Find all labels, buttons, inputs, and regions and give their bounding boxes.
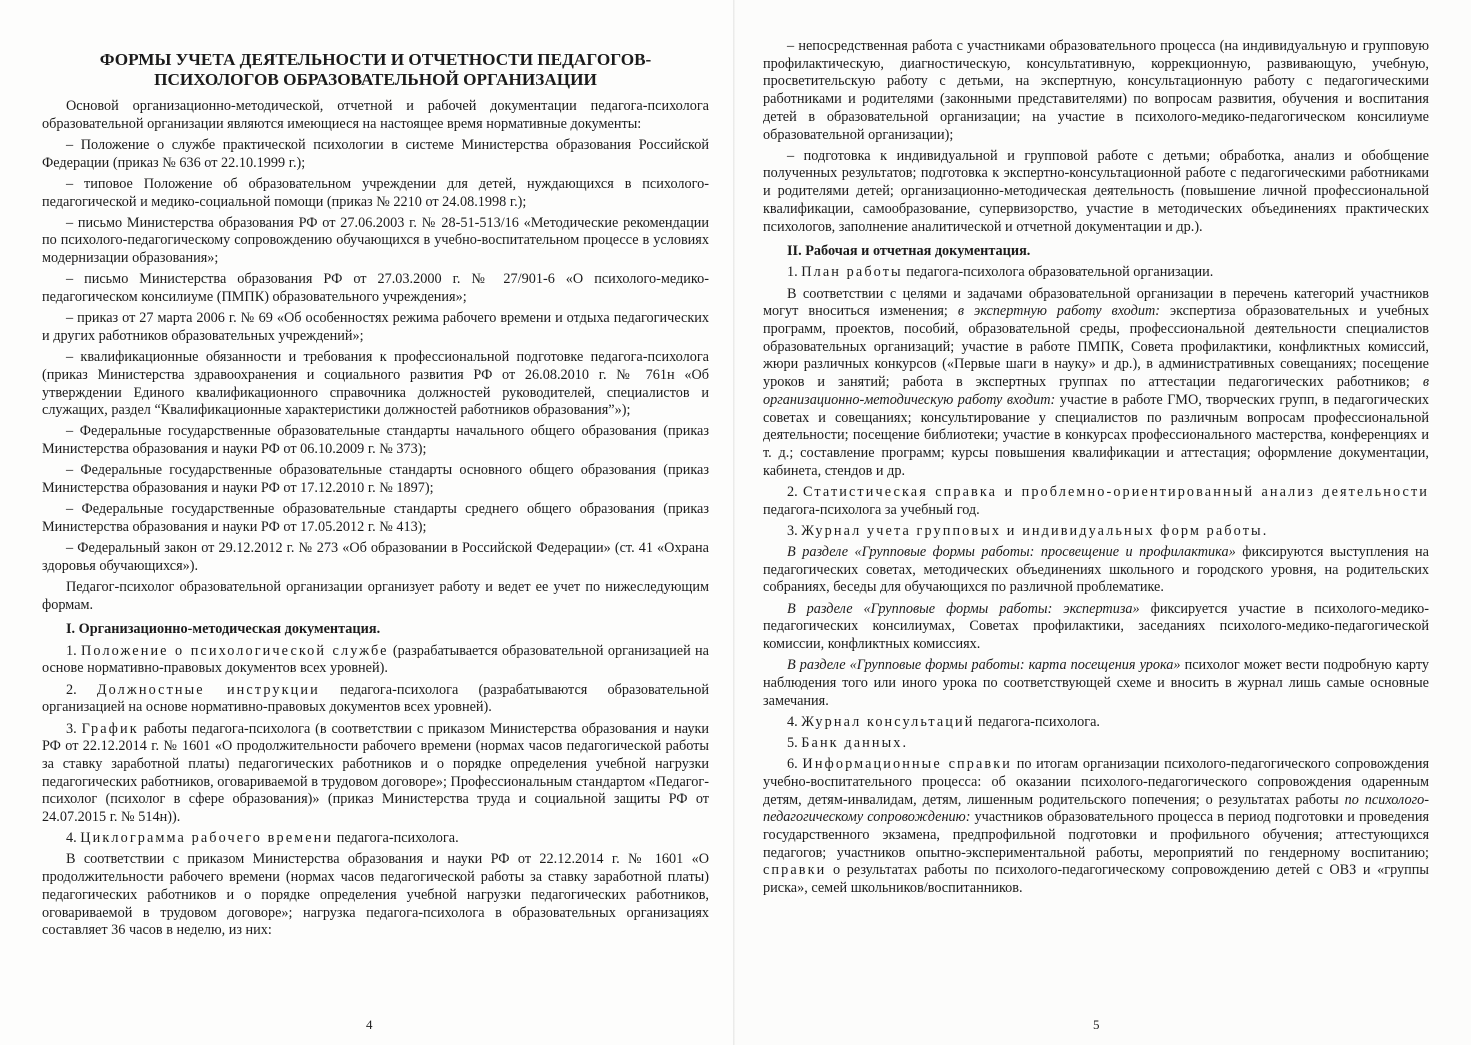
stat-item: 2. Статистическая справка и проблемно-ориентированный анализ деятельности педагога-психолога за учебный год. bbox=[763, 483, 1430, 518]
consult-item: 4. Журнал консультаций педагога-психолога. bbox=[787, 713, 1100, 730]
method-work-label: в организационно-методическую работу входит: bbox=[763, 374, 1429, 408]
page-number-right: 5 bbox=[1093, 1017, 1100, 1032]
section-1-item: 4. Циклограмма рабочего времени педагога-психолога. bbox=[66, 830, 459, 847]
document-item: – Федеральный закон от 29.12.2012 г. № 273 «Об образовании в Российской Федерации» (ст. 41 «Охрана здоровья обучающихся»). bbox=[42, 540, 709, 574]
intro-paragraph: Основой организационно-методической, отчетной и рабочей документации педагога-психолога образовательной организации являются имеющиеся на настоящее время нормативные документы: bbox=[42, 98, 709, 132]
item-term: Должностные инструкции bbox=[96, 681, 320, 698]
document-item: – письмо Министерства образования РФ от 27.06.2003 г. № 28-51-513/16 «Методические рекомендации по психолого-педагогическому сопровождению обучающихся в учебно-воспитательном процессе в условиях модернизации образования»; bbox=[42, 214, 709, 267]
section-1-item: 2. Должностные инструкции педагога-психолога (разрабатываются образовательной организацией на основе нормативно-правовых документов всех уровней). bbox=[42, 681, 710, 716]
journal-section: В разделе «Групповые формы работы: карта посещения урока» психолог может вести подробную карту наблюдения того или иного урока по соответствующей схеме и вносить в журнал лишь самые основные замечания. bbox=[763, 657, 1429, 709]
section-2-heading: II. Рабочая и отчетная документация. bbox=[787, 243, 1031, 260]
right-page bbox=[735, 0, 1471, 1045]
document-item: – Федеральные государственные образовательные стандарты основного общего образования (приказ Министерства образования и науки РФ от 17.12.2010 г. № 1897); bbox=[42, 462, 709, 497]
document-item: – Положение о службе практической психологии в системе Министерства образования Российской Федерации (приказ № 636 от 22.10.1999 г.); bbox=[42, 136, 709, 171]
page-number-left: 4 bbox=[366, 1017, 373, 1032]
document-item: – квалификационные обязанности и требования к профессиональной подготовке педагога-психолога (приказ Министерства здравоохранения и социального развития РФ от 26.08.2010 г. № 761н «Об утверждении Единого квалификационного справочника должностей руководителей, специалистов и служащих, раздел “Квалификационные характеристики должностей работников образования”»); bbox=[42, 349, 709, 419]
closing-paragraph: Педагог-психолог образовательной организации организует работу и ведет ее учет по нижеследующим формам. bbox=[42, 579, 709, 613]
journal-section: В разделе «Групповые формы работы: просвещение и профилактика» фиксируются выступления на педагогических советах, методических объединениях школьного и городского уровня, на родительских собраниях, беседы для обучающихся по различной проблематике. bbox=[763, 543, 1429, 596]
section-1-item: 1. Положение о психологической службе (разрабатывается образовательной организацией на основе нормативно-правовых документов всех уровней). bbox=[42, 642, 709, 677]
plan-paragraph: В соответствии с целями и задачами образовательной организации в перечень категорий участников могут вноситься изменения; в экспертную работу входит: экспертиза образовательных и учебных программ, проектов, пособий, образовательной среды, профессиональной деятельности специалистов образовательных организаций; участие в работе ПМПК, Совета профилактики, конфликтных комиссий, жюри различных конкурсов («Первые шаги в науку» и др.), в административных совещаниях; посещение уроков и занятий; работа в экспертных группах по аттестации педагогических работников; в организационно-методическую работу входит: участие в работе ГМО, творческих групп, в педагогических советах и совещаниях; консультирование у специалистов по различным вопросам профессиональной деятельности; посещение библиотеки; участие в конкурсах профессионального мастерства, конференциях и т. д.; составление программ; курсы повышения квалификации и аттестация; оформление документации, кабинета, стендов и др. bbox=[763, 285, 1429, 479]
item-term: Банк данных. bbox=[801, 735, 909, 752]
item-term: Информационные справки bbox=[802, 756, 1012, 773]
left-page bbox=[0, 0, 735, 1045]
document-item: – типовое Положение об образовательном учреждении для детей, нуждающихся в психолого-педагогической и медико-социальной помощи (приказ № 2210 от 24.08.1998 г.); bbox=[42, 175, 709, 210]
item-term: справки bbox=[763, 862, 827, 879]
section-1-item: 3. График работы педагога-психолога (в соответствии с приказом Министерства образования и науки РФ от 22.12.2014 г. № 1601 «О продолжительности рабочего времени (нормах часов педагогической работы за ставку заработной платы) педагогических работников и о порядке определения учебной нагрузки педагогических работников, оговариваемой в трудовом договоре»; Профессиональным стандартом «Педагог-психолог (психолог в сфере образования)» (приказ Министерства труда и социальной защиты РФ от 24.07.2015 г. № 514н)). bbox=[42, 720, 710, 826]
document-item: – Федеральные государственные образовательные стандарты начального общего образования (приказ Министерства образования и науки РФ от 06.10.2009 г. № 373); bbox=[42, 423, 709, 458]
document-title: ФОРМЫ УЧЕТА ДЕЯТЕЛЬНОСТИ И ОТЧЕТНОСТИ ПЕДАГОГОВ-ПСИХОЛОГОВ ОБРАЗОВАТЕЛЬНОЙ ОРГАНИЗАЦИИ bbox=[99, 50, 652, 89]
expert-work-label: в экспертную работу входит: bbox=[957, 303, 1160, 320]
section-1-heading: I. Организационно-методическая документация. bbox=[66, 621, 381, 638]
document-item: – Федеральные государственные образовательные стандарты среднего общего образования (приказ Министерства образования и науки РФ от 17.05.2012 г. № 413); bbox=[42, 501, 709, 535]
continuation-paragraph: – подготовка к индивидуальной и групповой работе с детьми; обработка, анализ и обобщение полученных результатов; подготовка к экспертно-консультационной работе с педагогическими работниками и родителями детей; организационно-методическая деятельность (повышение личной профессиональной квалификации, самообразование, супервизорство, участие в методических объединениях практических психологов, заполнение аналитической и отчетной документации и др.). bbox=[763, 147, 1429, 235]
continuation-paragraph: – непосредственная работа с участниками образовательного процесса (на индивидуальную и групповую профилактическую, диагностическую, консультативную, коррекционную, развивающую, учебную, просветительскую работу с детьми, на экспертную, консультационную работу с педагогическими работниками и родителями (законными представителями) по вопросам развития, обучения и воспитания детей в образовательной организации; на участие в психолого-медико-педагогическом консилиуме образовательной организации); bbox=[763, 38, 1429, 143]
plan-item: 1. План работы педагога-психолога образовательной организации. bbox=[787, 264, 1214, 281]
item-term: Журнал консультаций bbox=[801, 713, 975, 730]
journal-section: В разделе «Групповые формы работы: экспертиза» фиксируется участие в психолого-медико-педагогических консилиумах, Советах профилактики, заседаниях психолого-медико-педагогической комиссии, конфликтных комиссиях. bbox=[763, 600, 1430, 652]
journal-item: 3. Журнал учета групповых и индивидуальных форм работы. bbox=[787, 522, 1269, 539]
document-item: – приказ от 27 марта 2006 г. № 69 «Об особенностях режима рабочего времени и отдыха педагогических и других работников образовательных учреждений»; bbox=[42, 310, 709, 344]
item-term: Журнал учета групповых и индивидуальных форм работы. bbox=[801, 522, 1269, 539]
item-term: План работы bbox=[801, 264, 903, 281]
item-term: Циклограмма рабочего времени bbox=[80, 830, 334, 847]
document-item: – письмо Министерства образования РФ от 27.03.2000 г. № 27/901-6 «О психолого-медико-педагогическом консилиуме (ПМПК) образовательного учреждения»; bbox=[42, 271, 709, 306]
item-term: Статистическая справка и проблемно-ориентированный анализ деятельности bbox=[802, 483, 1430, 500]
item-4-text: В соответствии с приказом Министерства образования и науки РФ от 22.12.2014 г. № 1601 «О продолжительности рабочего времени (нормах часов педагогической работы за ставку заработной платы) педагогических работников и о порядке определения учебной нагрузки педагогических работников, оговариваемой в трудовом договоре»; нагрузка педагога-психолога в образовательных организациях составляет 36 часов в неделю, из них: bbox=[42, 851, 709, 939]
item-term: График bbox=[81, 720, 139, 737]
info-item: 6. Информационные справки по итогам организации психолого-педагогического сопровождения учебно-воспитательного процесса: об оказании психолого-педагогического сопровождения одаренным детям, детям-инвалидам, детям, лишенным родительского попечения; о результатах работы по психолого-педагогическому сопровождению: участников образовательного процесса в период подготовки и проведения государственного экзамена, предпрофильной подготовки и профильного обучения; аттестующихся педагогов; участников опытно-экспериментальной работы, мероприятий по гендерному воспитанию; справки о результатах работы по психолого-педагогическому сопровождению детей с ОВЗ и «группы риска», семей школьников/воспитанников. bbox=[763, 756, 1430, 897]
item-term: Положение о психологической службе bbox=[81, 642, 389, 659]
databank-item: 5. Банк данных. bbox=[787, 735, 909, 752]
